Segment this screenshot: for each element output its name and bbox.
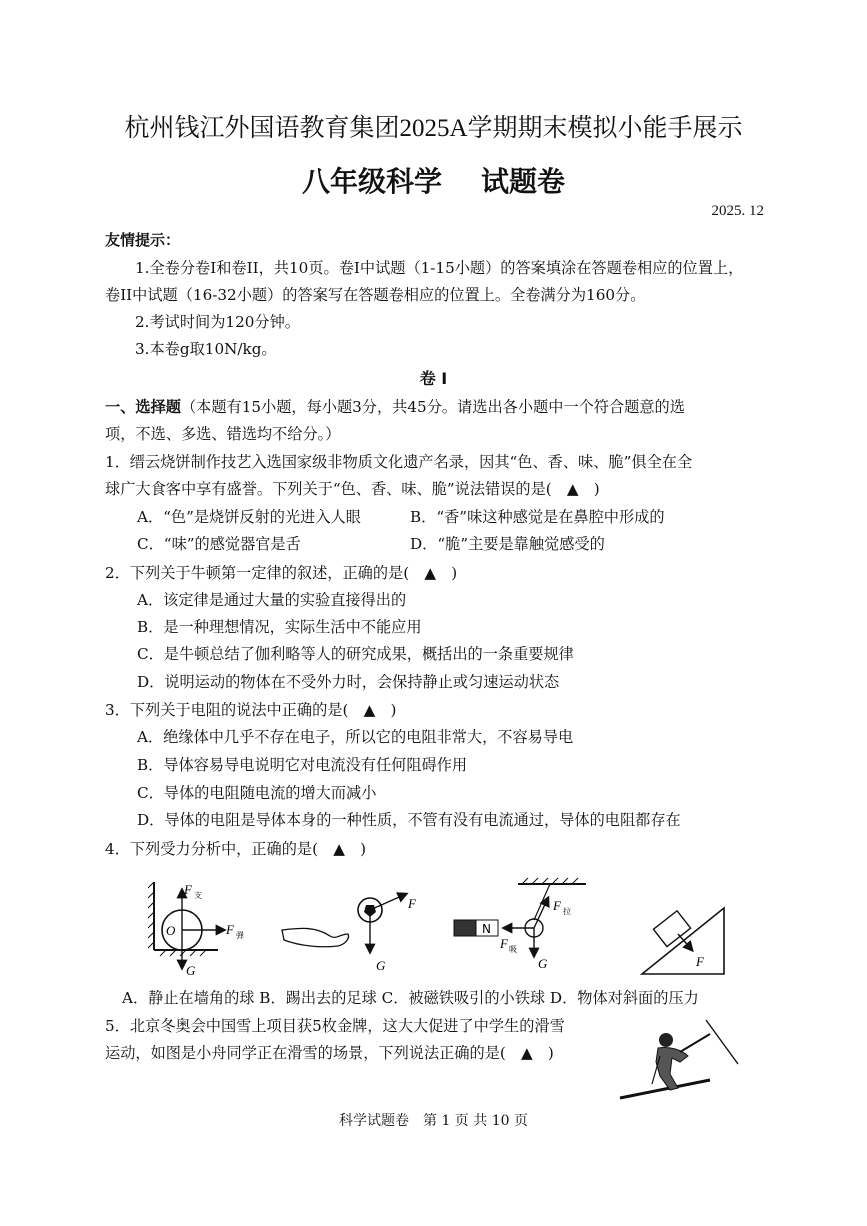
page-footer: 科学试题卷 第 1 页 共 10 页 [339, 1113, 528, 1129]
q4-stem: 4．下列受力分析中，正确的是( ▲ ) [105, 840, 367, 858]
figure-kicked-football [280, 890, 430, 980]
g2-label: G [376, 958, 386, 973]
magnet-n-label: N [482, 922, 491, 936]
q5-line1: 5．北京冬奥会中国雪上项目获5枚金牌，这大大促进了中学生的滑雪 [105, 1017, 565, 1035]
f-ball-label: F [408, 896, 416, 911]
string-line [534, 884, 550, 920]
f-attract-label: F [500, 936, 508, 951]
q4-options: A．静止在墙角的球 B．踢出去的足球 C．被磁铁吸引的小铁球 D．物体对斜面的压力 [122, 989, 699, 1007]
q1-option-a: A．“色”是烧饼反射的光进入人眼 [137, 508, 361, 526]
g3-label: G [538, 956, 548, 971]
exam-title: 杭州钱江外国语教育集团2025A学期期末模拟小能手展示 [124, 115, 743, 142]
f-support-label: F [184, 882, 192, 897]
f-press-label: F [696, 954, 704, 969]
section-heading-rest: （本题有15小题，每小题3分，共45分。请选出各小题中一个符合题意的选 [180, 398, 685, 416]
center-o-label: O [166, 923, 176, 938]
exam-subtitle: 八年级科学 试题卷 [302, 165, 565, 198]
q1-line1: 1．缙云烧饼制作技艺入选国家级非物质文化遗产名录，因其“色、香、味、脆”俱全在全 [105, 453, 693, 471]
section-heading-cont: 项，不选、多选、错选均不给分。） [105, 425, 341, 443]
skier-head [659, 1033, 673, 1047]
q1-option-b: B．“香”味这种感觉是在鼻腔中形成的 [410, 508, 665, 526]
f-attract-sub: 吸 [509, 945, 517, 954]
notice-item-2: 2.考试时间为120分钟。 [135, 313, 300, 331]
q3-stem: 3．下列关于电阻的说法中正确的是( ▲ ) [105, 701, 397, 719]
skier-illustration [618, 1018, 748, 1102]
magnet-s-pole [454, 920, 476, 936]
section-heading-bold: 一、选择题 [105, 398, 181, 416]
exam-date: 2025. 12 [711, 203, 764, 219]
q3-option-d: D．导体的电阻是导体本身的一种性质，不管有没有电流通过，导体的电阻都存在 [137, 811, 681, 829]
f-pull-sub: 拉 [563, 907, 571, 916]
q1-option-d: D．“脆”主要是靠触觉感受的 [410, 535, 605, 553]
notice-item-3: 3.本卷g取10N/kg。 [135, 340, 277, 358]
q2-option-b: B．是一种理想情况，实际生活中不能应用 [137, 618, 422, 636]
q5-line2: 运动，如图是小舟同学正在滑雪的场景，下列说法正确的是( ▲ ) [105, 1044, 554, 1062]
q1-option-c: C．“味”的感觉器官是舌 [137, 535, 301, 553]
q2-option-a: A．该定律是通过大量的实验直接得出的 [137, 591, 407, 609]
f-support-sub: 支 [194, 891, 202, 900]
q2-option-d: D．说明运动的物体在不受外力时，会保持静止或匀速运动状态 [137, 673, 560, 691]
q3-option-b: B．导体容易导电说明它对电流没有任何阻碍作用 [137, 756, 468, 774]
section-title: 卷 I [419, 369, 448, 388]
section-heading [105, 397, 685, 417]
f-pull-label: F [553, 898, 561, 913]
notice-item-1-cont: 卷II中试题（16-32小题）的答案写在答题卷相应的位置上。全卷满分为160分。 [105, 286, 646, 304]
g1-label: G [186, 963, 196, 978]
q1-line2: 球广大食客中享有盛誉。下列关于“色、香、味、脆”说法错误的是( ▲ ) [105, 480, 600, 498]
figure-ball-in-corner [148, 878, 258, 978]
ski-pole [706, 1020, 738, 1064]
notice-heading: 友情提示： [105, 231, 181, 249]
f-elastic-label: F [226, 922, 234, 937]
notice-item-1: 1.全卷分卷I和卷II，共10页。卷I中试题（1-15小题）的答案填涂在答题卷相应的位置上， [135, 259, 744, 277]
foot-shape [282, 928, 349, 946]
q3-option-c: C．导体的电阻随电流的增大而减小 [137, 784, 377, 802]
q3-option-a: A．绝缘体中几乎不存在电子，所以它的电阻非常大，不容易导电 [137, 728, 574, 746]
f-elastic-sub: 弹 [236, 931, 244, 940]
figure-block-on-slope [640, 894, 740, 978]
q2-option-c: C．是牛顿总结了伽利略等人的研究成果，概括出的一条重要规律 [137, 645, 574, 663]
q2-stem: 2．下列关于牛顿第一定律的叙述，正确的是( ▲ ) [105, 564, 458, 582]
skier-body [656, 1047, 688, 1090]
figure-magnet-iron-ball [450, 876, 590, 976]
